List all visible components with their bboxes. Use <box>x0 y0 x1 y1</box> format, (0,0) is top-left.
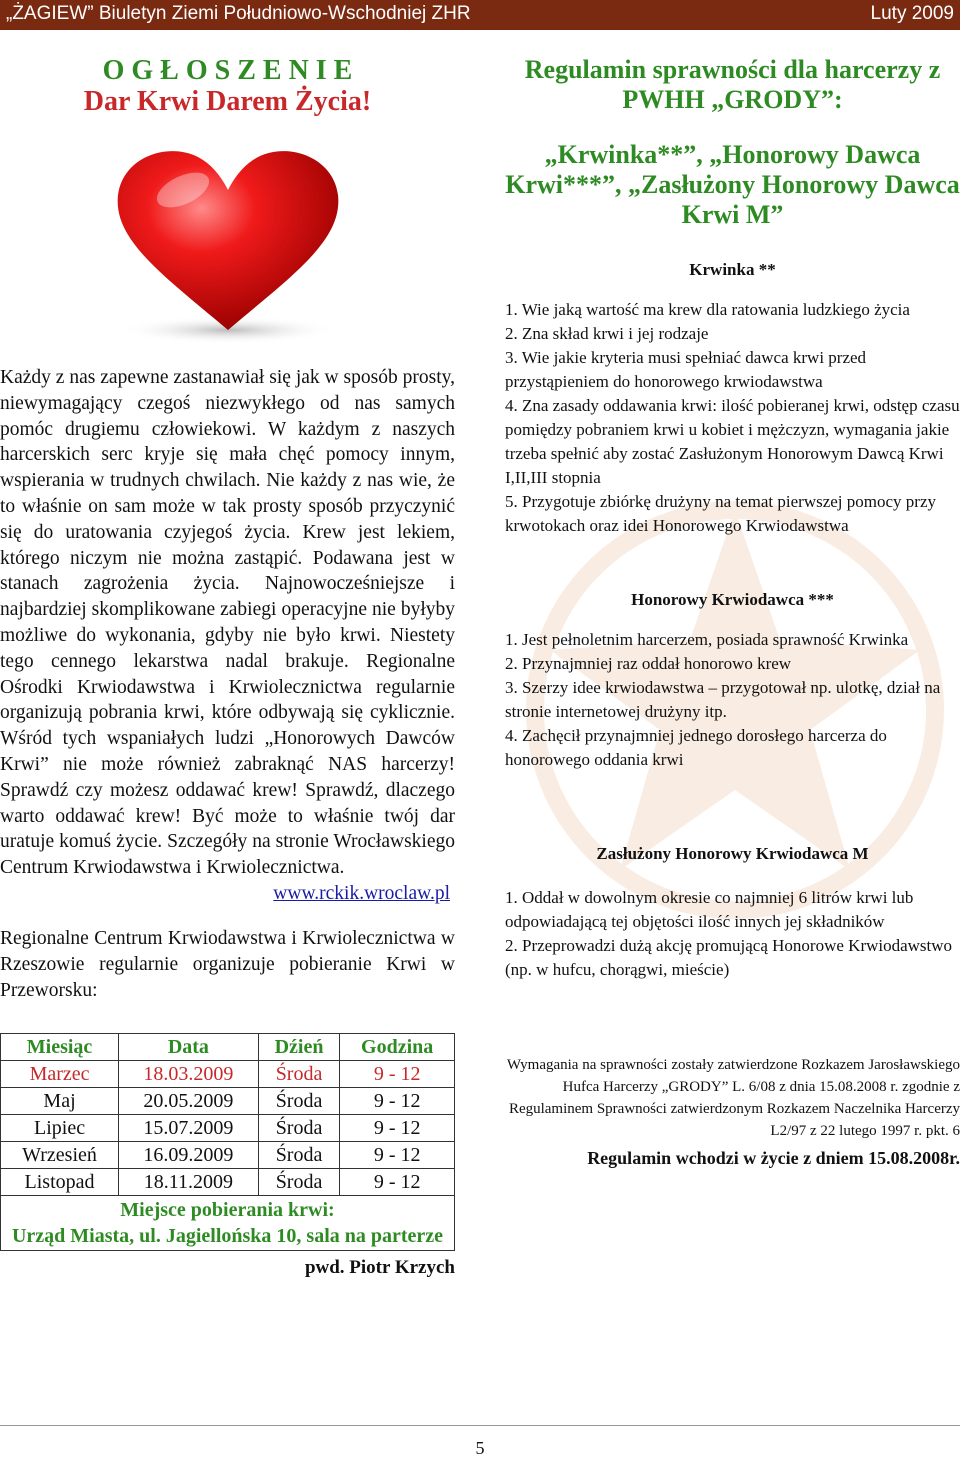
zasluzony-heading: Zasłużony Honorowy Krwiodawca M <box>596 844 869 863</box>
page-number: 5 <box>475 1438 485 1458</box>
list-item: 2. Przynajmniej raz oddał honorowo krew <box>505 654 792 673</box>
col-hours: Godzina <box>340 1034 455 1061</box>
cell-month: Marzec <box>1 1061 119 1088</box>
table-row <box>1 1115 455 1142</box>
zasluzony-list <box>505 886 960 982</box>
footnote-text: Wymagania na sprawności zostały zatwierdzone Rozkazem Jarosławskiego Hufca Harcerzy „GRODY” L. 6/08 z dnia 15.08.2008 r. zgodnie z Regulaminem Sprawności zatwierdzonym Rozkazem Naczelnika Harcerzy L2/97 z 22 lutego 1997 r. pkt. 6 <box>506 1057 960 1139</box>
cell-day: Środa <box>258 1142 340 1169</box>
list-item: 1. Jest pełnoletnim harcerzem, posiada sprawność Krwinka <box>505 630 909 649</box>
place-address: Urząd Miasta, ul. Jagiellońska 10, sala na parterze <box>11 1225 444 1248</box>
cell-date: 20.05.2009 <box>119 1088 259 1115</box>
right-column <box>505 55 960 1170</box>
cell-date: 18.11.2009 <box>119 1169 259 1196</box>
rckik-link[interactable]: www.rckik.wroclaw.pl <box>273 882 450 904</box>
list-item: 4. Zna zasady oddawania krwi: ilość pobieranej krwi, odstęp czasu pomiędzy pobraniem krwi u kobiet i mężczyzn, wymagania jakie trzeba spełnić aby zostać Zasłużonym Honorowym Dawcą Krwi I,II,III stopnia <box>505 396 960 487</box>
krwinka-list <box>505 298 960 538</box>
heart-icon <box>103 135 353 345</box>
cell-day: Środa <box>258 1061 340 1088</box>
issue-date: Luty 2009 <box>870 3 954 24</box>
slogan-heading: Dar Krwi Darem Życia! <box>83 86 372 117</box>
table-row <box>1 1169 455 1196</box>
footnote-block <box>505 1054 960 1170</box>
place-row <box>1 1196 455 1251</box>
cell-hours: 9 - 12 <box>340 1169 455 1196</box>
list-item: 1. Oddał w dowolnym okresie co najmniej 6 litrów krwi lub odpowiadającą tej objętości ilość innych jej składników <box>505 888 914 931</box>
honorowy-list <box>505 628 960 772</box>
list-item: 4. Zachęcił przynajmniej jednego dorosłego harcerza do honorowego oddania krwi <box>505 726 887 769</box>
honorowy-heading: Honorowy Krwiodawca *** <box>631 590 834 609</box>
newsletter-title: „ŻAGIEW” Biuletyn Ziemi Południowo-Wschodniej ZHR <box>6 3 471 24</box>
list-item: 3. Szerzy idee krwiodawstwa – przygotował np. ulotkę, dział na stronie internetowej drużyny itp. <box>505 678 941 721</box>
place-label: Miejsce pobierania krwi: <box>120 1199 335 1222</box>
cell-date: 16.09.2009 <box>119 1142 259 1169</box>
badges-subtitle: „Krwinka**”, „Honorowy Dawca Krwi***”, „Zasłużony Honorowy Dawca Krwi M” <box>505 140 960 229</box>
cell-day: Środa <box>258 1088 340 1115</box>
cell-day: Środa <box>258 1169 340 1196</box>
cell-month: Listopad <box>1 1169 119 1196</box>
place-cell <box>1 1196 455 1251</box>
left-column <box>0 55 455 1279</box>
cell-date: 18.03.2009 <box>119 1061 259 1088</box>
announcement-heading: O G Ł O S Z E N I E <box>102 55 353 86</box>
cell-month: Maj <box>1 1088 119 1115</box>
cell-month: Lipiec <box>1 1115 119 1142</box>
article-text: Każdy z nas zapewne zastanawiał się jak w sposób prosty, niewymagający czegoś niezwykłego od nas samych pomóc drugiemu człowiekowi. W każdym z naszych harcerskich serc kryje się mała chęć pomocy innym, wspierania w trudnych chwilach. Nie każdy z nas wie, że to właśnie on sam może w tak prosty sposób przyczynić się do uratowania czyjegoś życia. Krew jest lekiem, którego niczym nie można zastąpić. Podawana jest w stanach zagrożenia życia. Najnowocześniejsze i najbardziej skomplikowane zabiegi operacyjne nie byłyby możliwe do wykonania, gdyby nie było krwi. Niestety tego cennego lekarstwa nadal brakuje. Regionalne Ośrodki Krwiodawstwa i Krwiolecznictwa regularnie organizują pobrania krwi, które odbywają się cyklicznie. Wśród tych wspaniałych ludzi „Honorowych Dawców Krwi” nie może również zabraknąć NAS harcerzy! Sprawdź czy możesz oddawać krew! Sprawdź, dlaczego warto oddawać krew! Być może to właśnie twój dar uratuje komuś życie. Szczegóły na stronie Wrocławskiego Centrum Krwiodawstwa i Krwiolecznictwa. <box>0 367 455 879</box>
effective-date-note: Regulamin wchodzi w życie z dniem 15.08.2008r. <box>587 1148 960 1168</box>
list-item: 5. Przygotuje zbiórkę drużyny na temat pierwszej pomocy przy krwotokach oraz idei Honorowego Krwiodawstwa <box>505 492 937 535</box>
cell-hours: 9 - 12 <box>340 1142 455 1169</box>
cell-date: 15.07.2009 <box>119 1115 259 1142</box>
col-date: Data <box>119 1034 259 1061</box>
list-item: 3. Wie jakie kryteria musi spełniać dawca krwi przed przystąpieniem do honorowego krwiodawstwa <box>505 348 867 391</box>
rzeszow-paragraph: Regionalne Centrum Krwiodawstwa i Krwiolecznictwa w Rzeszowie regularnie organizuje pobieranie Krwi w Przeworsku: <box>0 927 455 1001</box>
krwinka-heading: Krwinka ** <box>689 260 776 279</box>
cell-hours: 9 - 12 <box>340 1061 455 1088</box>
cell-month: Wrzesień <box>1 1142 119 1169</box>
table-header-row <box>1 1034 455 1061</box>
table-row <box>1 1061 455 1088</box>
signature: pwd. Piotr Krzych <box>304 1257 455 1279</box>
table-row <box>1 1088 455 1115</box>
cell-hours: 9 - 12 <box>340 1088 455 1115</box>
col-day: Dźień <box>258 1034 340 1061</box>
footer-divider <box>0 1425 960 1426</box>
schedule-table <box>0 1033 455 1251</box>
regulations-title: Regulamin sprawności dla harcerzy z PWHH „GRODY”: <box>524 55 941 114</box>
list-item: 2. Przeprowadzi dużą akcję promującą Honorowe Krwiodawstwo (np. w hufcu, chorągwi, mieście) <box>505 936 953 979</box>
cell-day: Środa <box>258 1115 340 1142</box>
col-month: Miesiąc <box>1 1034 119 1061</box>
list-item: 2. Zna skład krwi i jej rodzaje <box>505 324 709 343</box>
list-item: 1. Wie jaką wartość ma krew dla ratowania ludzkiego życia <box>505 300 910 319</box>
table-row <box>1 1142 455 1169</box>
cell-hours: 9 - 12 <box>340 1115 455 1142</box>
page-header <box>0 0 960 30</box>
